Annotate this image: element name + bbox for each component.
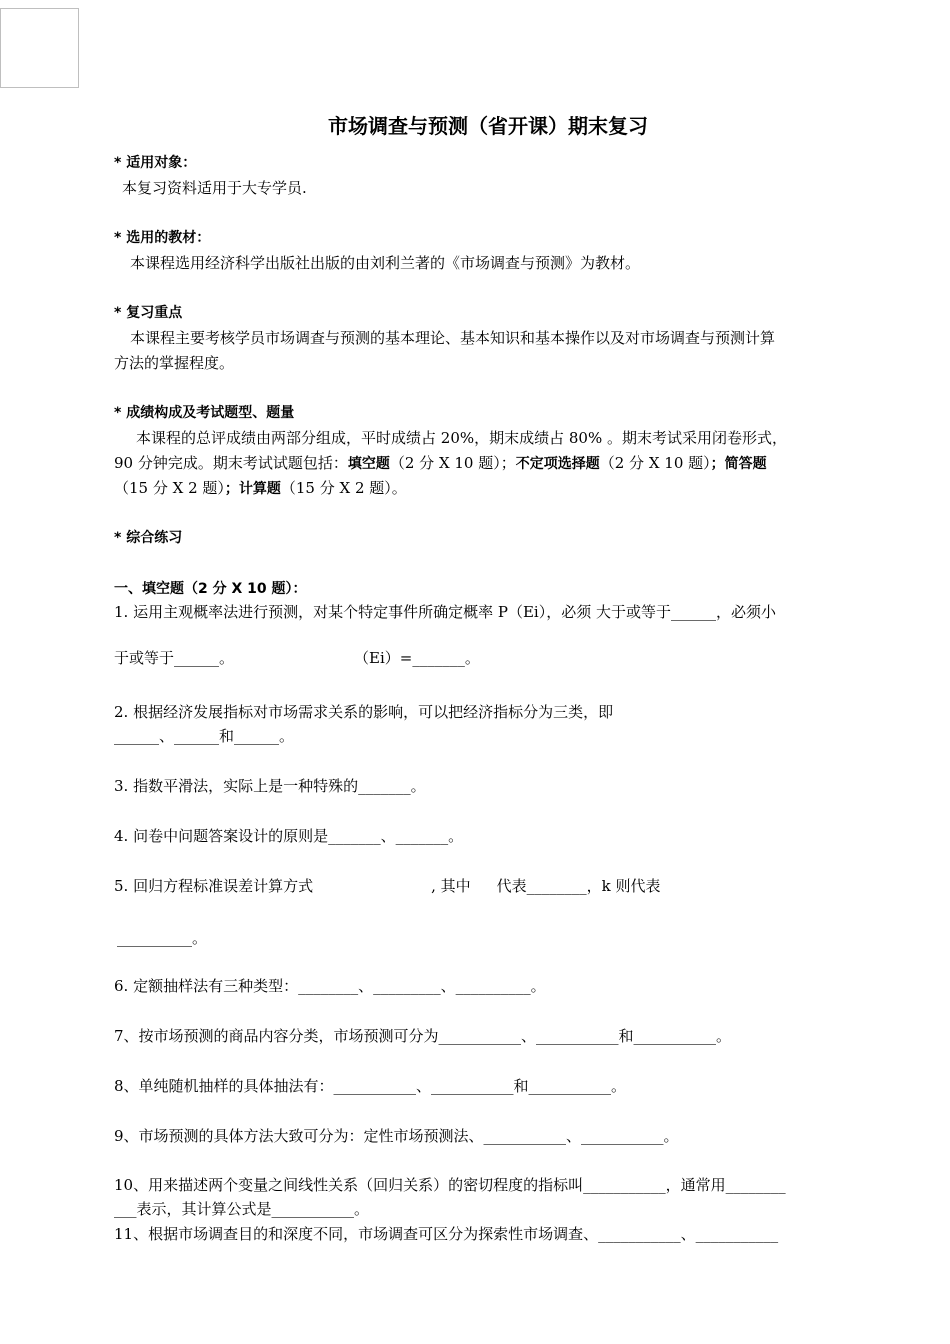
fill-heading-bold: 一、填空题 — [114, 581, 184, 597]
heading-target: * 适用对象： — [114, 155, 197, 171]
question-10-line2: ___表示，其计算公式是___________。 — [114, 1200, 370, 1218]
grading-line2-a: 90 分钟完成。期末考试试题包括： — [114, 454, 348, 472]
grading-choice-label: 不定项选择题 — [515, 456, 600, 472]
grading-short-label: ；简答题 — [710, 456, 767, 472]
question-1-line1: 1. 运用主观概率法进行预测，对某个特定事件所确定概率 P（Ei），必须 大于或等于______，必须小 — [114, 603, 776, 621]
question-2-line2: ______、______和______。 — [114, 727, 295, 745]
question-10-line1: 10、用来描述两个变量之间线性关系（回归关系）的密切程度的指标叫___________，通常用________ — [114, 1176, 786, 1194]
text-grading-line3 — [114, 476, 862, 502]
question-5-part-b: , 其中 — [431, 877, 471, 895]
question-1-part-a: 于或等于______。 — [114, 649, 235, 667]
grading-line3-c: （15 分 X 2 题）。 — [280, 479, 407, 497]
text-focus-line1: 本课程主要考核学员市场调查与预测的基本理论、基本知识和基本操作以及对市场调查与预测计算 — [130, 329, 776, 347]
grading-line3-a: （15 分 X 2 题） — [114, 479, 225, 497]
grading-line2-e: （2 分 X 10 题） — [599, 454, 711, 472]
text-grading-line2 — [114, 451, 862, 477]
question-3: 3. 指数平滑法，实际上是一种特殊的_______。 — [114, 777, 426, 795]
question-5-part-c: 代表________，k 则代表 — [496, 877, 661, 895]
question-2-line1: 2. 根据经济发展指标对市场需求关系的影响，可以把经济指标分为三类，即 — [114, 703, 614, 721]
question-9: 9、市场预测的具体方法大致可分为：定性市场预测法、___________、___________。 — [114, 1127, 679, 1145]
page-title: 市场调查与预测（省开课）期末复习 — [328, 114, 648, 138]
grading-line2-c: （2 分 X 10 题）； — [389, 454, 516, 472]
fill-heading-rest: （2 分 X 10 题）： — [184, 581, 307, 597]
heading-grading: * 成绩构成及考试题型、题量 — [114, 405, 295, 421]
question-7: 7、按市场预测的商品内容分类，市场预测可分为___________、___________和___________。 — [114, 1027, 732, 1045]
heading-textbook: * 选用的教材： — [114, 230, 211, 246]
question-1-part-b: （Ei）=_______。 — [354, 649, 480, 667]
question-5-line1 — [114, 874, 862, 899]
heading-focus: * 复习重点 — [114, 305, 183, 321]
text-textbook: 本课程选用经济科学出版社出版的由刘利兰著的《市场调查与预测》为教材。 — [130, 254, 641, 272]
text-grading-line1: 本课程的总评成绩由两部分组成，平时成绩占 20%，期末成绩占 80% 。期末考试采用闭卷形式， — [136, 429, 787, 447]
question-1-line2 — [114, 646, 862, 671]
question-4: 4. 问卷中问题答案设计的原则是_______、_______。 — [114, 827, 464, 845]
grading-fill-label: 填空题 — [347, 456, 390, 472]
heading-practice: * 综合练习 — [114, 530, 183, 546]
question-8: 8、单纯随机抽样的具体抽法有：___________、___________和___________。 — [114, 1077, 627, 1095]
heading-fill — [114, 576, 862, 602]
grading-calc-label: ；计算题 — [224, 481, 281, 497]
question-5-part-a: 5. 回归方程标准误差计算方式 — [114, 877, 314, 895]
text-focus-line2: 方法的掌握程度。 — [114, 354, 235, 372]
question-11: 11、根据市场调查目的和深度不同，市场调查可区分为探索性市场调查、___________、___________ — [114, 1225, 779, 1243]
question-6: 6. 定额抽样法有三种类型：________、_________、__________。 — [114, 977, 546, 995]
text-target: 本复习资料适用于大专学员. — [122, 179, 307, 197]
image-placeholder-box — [0, 8, 79, 88]
question-5-line2: __________。 — [117, 929, 208, 947]
